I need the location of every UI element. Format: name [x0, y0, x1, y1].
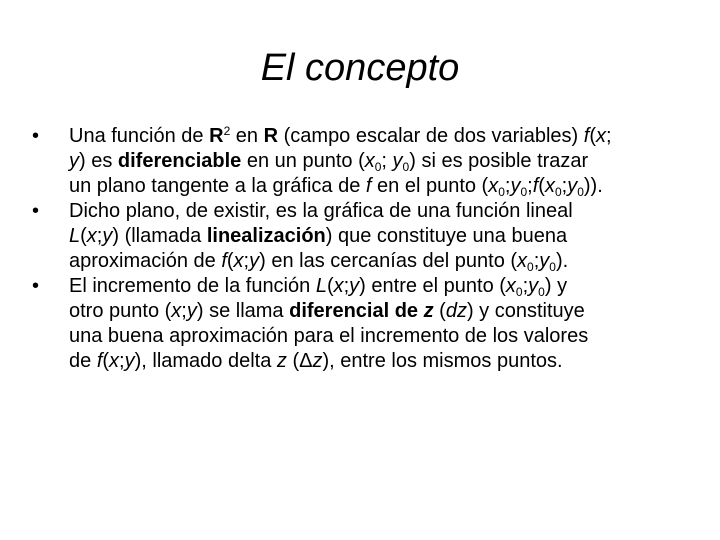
bullet-item — [32, 124, 704, 199]
bullet-glyph: • — [32, 125, 40, 147]
text-line: L(x;y) (llamada linealización) que constituye una buena — [69, 225, 568, 247]
bullet-glyph: • — [32, 275, 40, 297]
text-line: El incremento de la función L(x;y) entre el punto $(x_0;y_0)$ y — [69, 275, 568, 299]
text-line: otro punto (x;y) se llama diferencial de z (dz) y constituye — [69, 300, 585, 322]
slide-title: El concepto — [260, 47, 460, 89]
text-line: una buena aproximación para el incremento de los valores — [69, 325, 589, 347]
bullet-item — [32, 199, 704, 274]
bullet-item — [32, 274, 704, 374]
text-line: un plano tangente a la gráfica de f en el punto $(x_0;y_0;f(x_0;y_0))$. — [69, 175, 603, 199]
text-line: de f(x;y), llamado delta z (Δz), entre los mismos puntos. — [69, 350, 563, 372]
text-line: Dicho plano, de existir, es la gráfica de una función lineal — [69, 200, 573, 222]
bullet-list — [32, 124, 704, 374]
text-line: Una función de $R^2$ en R (campo escalar de dos variables) f(x; — [69, 124, 612, 147]
text-line: y) es diferenciable en un punto ($x_0$; $y_0$) si es posible trazar — [69, 150, 589, 174]
bullet-glyph: • — [32, 200, 40, 222]
text-line: aproximación de f(x;y) en las cercanías del punto $(x_0;y_0)$. — [69, 250, 569, 274]
